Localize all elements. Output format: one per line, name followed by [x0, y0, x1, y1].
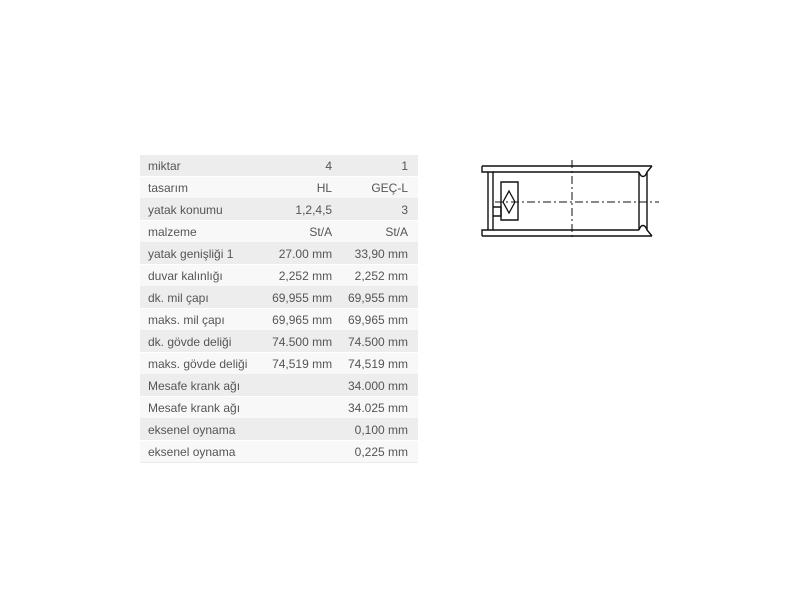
bearing-shell-drawing — [477, 158, 662, 240]
row-value-1: 1,2,4,5 — [255, 199, 333, 221]
row-label: yatak genişliği 1 — [140, 243, 255, 265]
row-value-2: 74,519 mm — [332, 353, 418, 375]
row-value-2: 69,965 mm — [332, 309, 418, 331]
table-row — [140, 155, 418, 177]
row-value-1: 27.00 mm — [255, 243, 333, 265]
row-value-2: 69,955 mm — [332, 287, 418, 309]
spec-table — [140, 155, 418, 463]
table-row — [140, 199, 418, 221]
table-row — [140, 331, 418, 353]
row-label: dk. mil çapı — [140, 287, 255, 309]
table-row — [140, 375, 418, 397]
table-row — [140, 265, 418, 287]
row-value-2: 34.000 mm — [332, 375, 418, 397]
row-value-2: 3 — [332, 199, 418, 221]
row-value-1: 69,965 mm — [255, 309, 333, 331]
table-row — [140, 287, 418, 309]
row-value-1: 69,955 mm — [255, 287, 333, 309]
table-row — [140, 177, 418, 199]
row-label: malzeme — [140, 221, 255, 243]
row-value-1 — [255, 397, 333, 419]
row-value-2: 1 — [332, 155, 418, 177]
row-value-2: 74.500 mm — [332, 331, 418, 353]
row-value-2: GEÇ-L — [332, 177, 418, 199]
table-row — [140, 419, 418, 441]
row-value-1: St/A — [255, 221, 333, 243]
table-row — [140, 397, 418, 419]
table-row — [140, 221, 418, 243]
row-label: tasarım — [140, 177, 255, 199]
row-label: yatak konumu — [140, 199, 255, 221]
row-value-1: 74,519 mm — [255, 353, 333, 375]
table-row — [140, 353, 418, 375]
row-value-1 — [255, 375, 333, 397]
row-label: maks. mil çapı — [140, 309, 255, 331]
row-value-1: HL — [255, 177, 333, 199]
row-value-2: 33,90 mm — [332, 243, 418, 265]
row-value-1 — [255, 441, 333, 463]
row-label: duvar kalınlığı — [140, 265, 255, 287]
row-value-2: 0,225 mm — [332, 441, 418, 463]
row-label: miktar — [140, 155, 255, 177]
row-value-2: St/A — [332, 221, 418, 243]
row-value-2: 2,252 mm — [332, 265, 418, 287]
row-label: eksenel oynama — [140, 441, 255, 463]
table-row — [140, 441, 418, 463]
row-label: Mesafe krank ağı — [140, 375, 255, 397]
row-value-1 — [255, 419, 333, 441]
row-value-1: 2,252 mm — [255, 265, 333, 287]
row-value-2: 34.025 mm — [332, 397, 418, 419]
row-label: eksenel oynama — [140, 419, 255, 441]
row-label: Mesafe krank ağı — [140, 397, 255, 419]
table-row — [140, 243, 418, 265]
row-label: maks. gövde deliği — [140, 353, 255, 375]
row-value-1: 74.500 mm — [255, 331, 333, 353]
row-label: dk. gövde deliği — [140, 331, 255, 353]
table-row — [140, 309, 418, 331]
row-value-1: 4 — [255, 155, 333, 177]
row-value-2: 0,100 mm — [332, 419, 418, 441]
